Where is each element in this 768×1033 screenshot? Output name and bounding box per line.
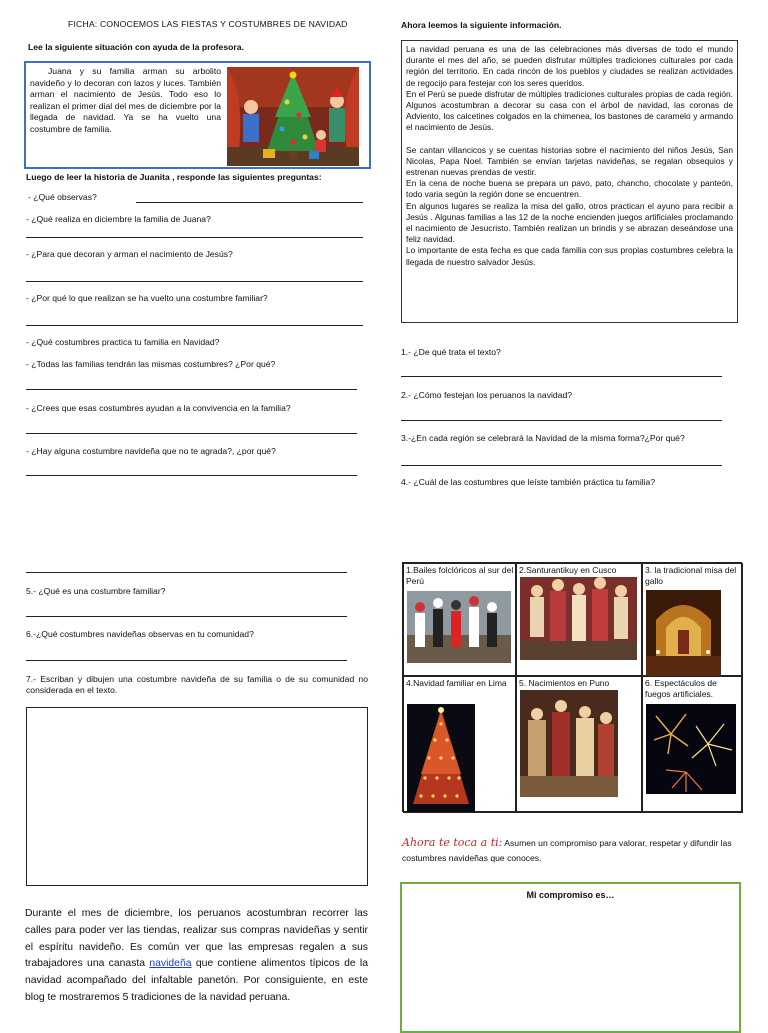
question-peru-celebrate: 2.- ¿Cómo festejan los peruanos la navidad? (401, 390, 573, 400)
question-5: 5.- ¿Qué es una costumbre familiar? (26, 586, 166, 596)
grid-caption: 5. Nacimientos en Puno (519, 678, 610, 688)
grid-cell-lima (403, 676, 516, 813)
your-turn-text: Asumen un compromiso para valorar, respetar y difundir las costumbres navideñas que conoces. (402, 838, 732, 863)
answer-line[interactable] (136, 202, 363, 203)
closing-text-end: que contiene alimentos típicos de la navidad acompañado del infaltable panetón. Por consiguiente, en este blog te mostraremos 5 tradiciones de la navidad peruana. (25, 958, 368, 1003)
your-turn-title: Ahora te toca a ti: (402, 836, 503, 849)
info-paragraph: En la cena de noche buena se prepara un pavo, pato, chancho, chocolate y panteón, todo varia según la región done se encuentren. (406, 178, 733, 200)
info-paragraph: En el Perú se puede disfrutar de múltiples tradiciones culturales propias de cada región. Algunos acostumbran a decorar su casa con el árbol de navidad, las coronas de Adviento, los calcetines colgados en la chimenea, los bastones de caramelo y armando el nacimiento de Jesús. (406, 88, 733, 133)
lima-christmas-tree-photo (407, 704, 475, 812)
answer-line[interactable] (401, 465, 722, 466)
instruction: Lee la siguiente situación con ayuda de la profesora. (28, 42, 244, 52)
christmas-tree-illustration (227, 67, 359, 166)
grid-caption: 3. la tradicional misa del gallo (645, 565, 737, 586)
answer-line[interactable] (401, 376, 722, 377)
grid-cell-fireworks (642, 676, 743, 813)
grid-cell-puno (516, 676, 642, 813)
drawing-box[interactable] (26, 707, 368, 886)
info-paragraph: Lo importante de esta fecha es que cada familia con sus propias costumbres celebra la llegada de nuestro salvador Jesús. (406, 245, 733, 267)
commitment-box[interactable] (400, 882, 741, 1033)
answer-line[interactable] (26, 572, 347, 573)
information-box (401, 40, 738, 323)
question-6: 6.-¿Qué costumbres navideñas observas en tu comunidad? (26, 629, 254, 639)
grid-cell-santurantikuy (516, 563, 642, 676)
puno-nativity-photo (520, 690, 618, 797)
answer-line[interactable] (26, 237, 363, 238)
story-text: Juana y su familia arman su arbolito navideño y lo decoran con lazos y luces. También arman el nacimiento de Jesús. Todo eso lo realizan el primer dial del mes de diciembre por la llegada de navidad. Ya se ha vuelto una costumbre de familia. (30, 66, 221, 134)
fireworks-photo (646, 704, 736, 794)
grid-caption: 1.Bailes folclóricos al sur del Perú (406, 565, 514, 586)
grid-cell-misa (642, 563, 743, 676)
after-reading-instruction: Luego de leer la historia de Juanita , responde las siguientes preguntas: (26, 172, 322, 182)
answer-line[interactable] (26, 616, 347, 617)
info-blank-line (406, 134, 733, 145)
grid-cell-bailes (403, 563, 516, 676)
question-same-customs: - ¿Todas las familias tendrán las mismas costumbres? ¿Por qué? (26, 359, 276, 369)
question-family-custom: - ¿Por qué lo que realizan se ha vuelto una costumbre familiar? (26, 293, 268, 303)
question-coexistence: - ¿Crees que esas costumbres ayudan a la convivencia en la familia? (26, 403, 291, 413)
answer-line[interactable] (26, 433, 357, 434)
answer-line[interactable] (26, 389, 357, 390)
answer-line[interactable] (26, 325, 363, 326)
midnight-mass-photo (646, 590, 721, 676)
question-observe: - ¿Qué observas? (28, 192, 97, 202)
question-decorate-nativity: - ¿Para que decoran y arman el nacimiento de Jesús? (26, 249, 233, 259)
story-box (24, 61, 371, 169)
question-family-practices: - ¿Qué costumbres practica tu familia en Navidad? (26, 337, 220, 347)
grid-caption: 2.Santurantikuy en Cusco (519, 565, 617, 575)
info-paragraph: En algunos lugares se realiza la misa del gallo, otros practican el ayuno para recibir a Jesús . Algunas familias a las 12 de la noche encienden juegos artificiales proclamando el nacimiento de Jesucristo. También realizan un brindis y se abrazan deseándose una feliz navidad. (406, 200, 733, 245)
question-family-december: - ¿Qué realiza en diciembre la familia de Juana? (26, 214, 211, 224)
grid-caption: 4.Navidad familiar en Lima (406, 678, 507, 688)
question-your-family: 4.- ¿Cuál de las costumbres que leíste también práctica tu familia? (401, 477, 656, 487)
sheet-title: FICHA: CONOCEMOS LAS FIESTAS Y COSTUMBRES DE NAVIDAD (68, 19, 348, 29)
santurantikuy-photo (520, 577, 637, 660)
answer-line[interactable] (26, 281, 363, 282)
question-text-about: 1.- ¿De qué trata el texto? (401, 347, 501, 357)
your-turn (402, 835, 742, 866)
traditions-grid (402, 562, 742, 812)
answer-line[interactable] (401, 420, 722, 421)
closing-text-start: Durante el mes de diciembre, los peruanos acostumbran recorrer las calles para poder ver las tiendas, realizar sus compras navideñas y sentir el espíritu navideño. Es común ver que las empresas regalen a sus trabajadores una canasta (25, 908, 368, 970)
answer-line[interactable] (26, 475, 357, 476)
folk-dance-photo (407, 591, 511, 663)
answer-line[interactable] (26, 660, 347, 661)
commitment-title: Mi compromiso es… (526, 890, 615, 900)
info-paragraph: Se cantan villancicos y se cuentas historias sobre el nacimiento del niños Jesús, San Nicolas, Papa Noel. También se envían tarjetas navideñas, se regalan obsequios y estrenan nuevas prendas de vestir. (406, 144, 733, 178)
question-region-same: 3.-¿En cada región se celebrará la Navidad de la misma forma?¿Por qué? (401, 433, 685, 443)
navidena-link[interactable]: navideña (149, 958, 192, 970)
reading-heading: Ahora leemos la siguiente información. (401, 20, 562, 30)
info-paragraph: La navidad peruana es una de las celebraciones más diversas de todo el mundo durante el mes del año, se pueden disfrutar múltiples tradiciones culturales por cada región del territorio. En cada rincón de los pueblos y ciudades se realizan actividades de regocijo para festejar con los seres queridos. (406, 44, 733, 88)
question-disliked-custom: - ¿Hay alguna costumbre navideña que no te agrada?, ¿por qué? (26, 446, 276, 456)
grid-caption: 6. Espectáculos de fuegos artificiales. (645, 678, 717, 699)
question-7: 7.- Escriban y dibujen una costumbre navideña de su familia o de su comunidad no considerada en el texto. (26, 674, 368, 695)
closing-paragraph (25, 906, 368, 1007)
